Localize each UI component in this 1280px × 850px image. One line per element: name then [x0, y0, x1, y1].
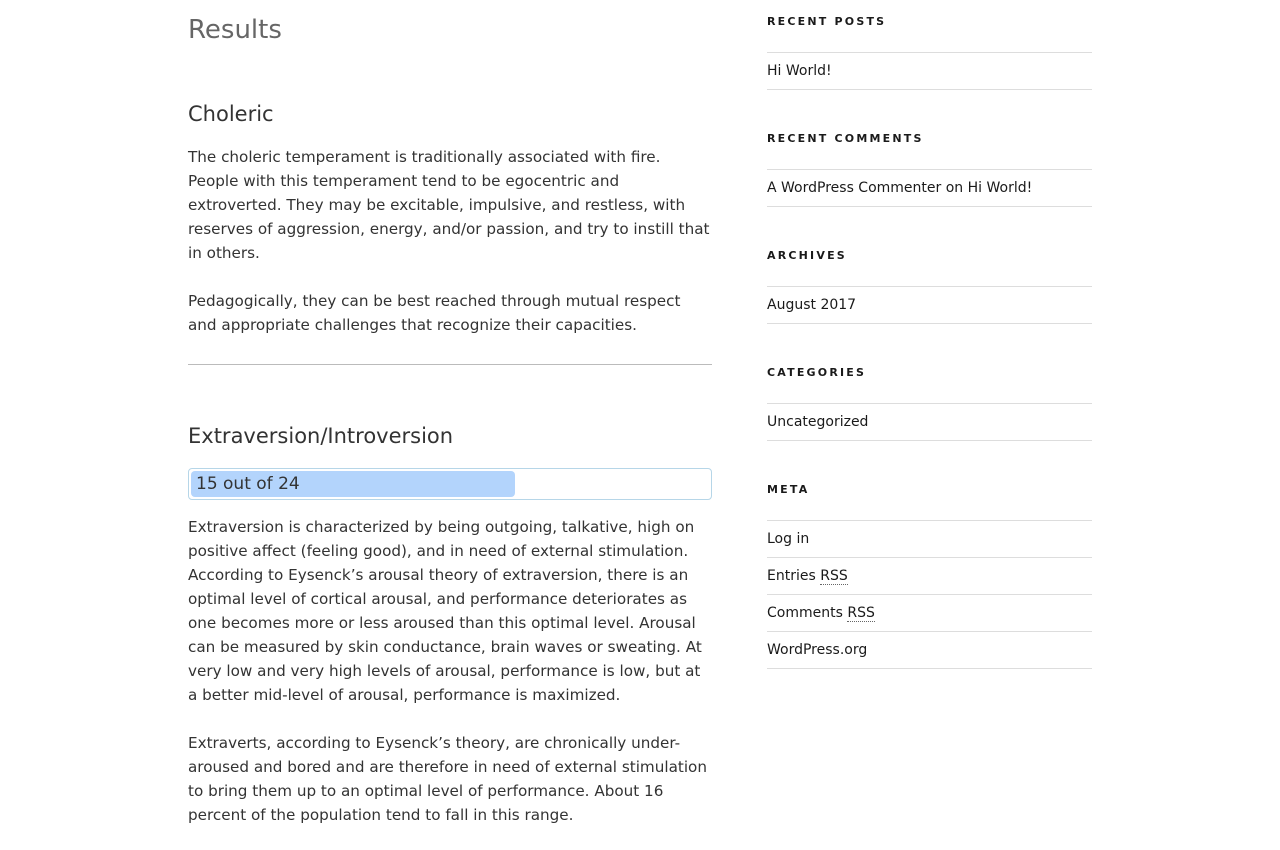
- recent-post-item[interactable]: [767, 53, 1092, 90]
- meta-item-wordpress[interactable]: [767, 632, 1092, 669]
- recent-post-link[interactable]: Hi World!: [767, 63, 832, 79]
- widget-title-recent-posts: RECENT POSTS: [767, 15, 887, 28]
- page-title: Results: [188, 15, 282, 45]
- comments-rss-link[interactable]: [767, 605, 875, 622]
- comment-post-link[interactable]: Hi World!: [967, 180, 1033, 196]
- entries-rss-link[interactable]: [767, 568, 848, 585]
- recent-comment-item: [767, 170, 1092, 207]
- wordpress-org-link[interactable]: WordPress.org: [767, 642, 868, 658]
- widget-title-archives: ARCHIVES: [767, 249, 847, 262]
- widget-title-recent-comments: RECENT COMMENTS: [767, 132, 924, 145]
- section-heading-choleric: Choleric: [188, 102, 274, 126]
- extraversion-progress-bar: [188, 468, 712, 500]
- choleric-paragraph-1: The choleric temperament is traditionally associated with fire. People with this temperament tend to be egocentric and extroverted. They may be excitable, impulsive, and restless, with reserves of aggression, energy, and/or passion, and try to instill that in others.: [188, 148, 710, 262]
- archive-link[interactable]: August 2017: [767, 297, 857, 313]
- rss-abbr: RSS: [847, 605, 875, 621]
- widget-title-categories: CATEGORIES: [767, 366, 867, 379]
- categories-list: [767, 403, 1092, 441]
- meta-item-comments-rss[interactable]: [767, 595, 1092, 632]
- progress-label: 15 out of 24: [196, 474, 300, 494]
- extraversion-paragraph-1: Extraversion is characterized by being outgoing, talkative, high on positive affect (feeling good), and in need of external stimulation. According to Eysenck’s arousal theory of extraversion, there is an optimal level of cortical arousal, and performance deteriorates as one becomes more or less aroused than this optimal level. Arousal can be measured by skin conductance, brain waves or sweating. At very low and very high levels of arousal, performance is low, but at a better mid-level of arousal, performance is maximized.: [188, 518, 702, 704]
- comments-label: Comments: [767, 605, 843, 621]
- archive-item[interactable]: [767, 287, 1092, 324]
- comment-connector: on: [945, 180, 964, 196]
- login-link[interactable]: Log in: [767, 531, 810, 547]
- meta-item-login[interactable]: [767, 521, 1092, 558]
- section-divider: [188, 364, 712, 365]
- comment-author-link[interactable]: A WordPress Commenter: [767, 180, 942, 196]
- meta-item-entries-rss[interactable]: [767, 558, 1092, 595]
- category-item[interactable]: [767, 404, 1092, 441]
- widget-title-meta: META: [767, 483, 810, 496]
- recent-comments-list: [767, 169, 1092, 207]
- archives-list: [767, 286, 1092, 324]
- choleric-paragraph-2: Pedagogically, they can be best reached through mutual respect and appropriate challenges that recognize their capacities.: [188, 292, 681, 334]
- extraversion-paragraph-2: Extraverts, according to Eysenck’s theory, are chronically under-aroused and bored and are therefore in need of external stimulation to bring them up to an optimal level of performance. About 16 percent of the population tend to fall in this range.: [188, 734, 707, 824]
- rss-abbr: RSS: [820, 568, 848, 584]
- meta-list: [767, 520, 1092, 669]
- recent-posts-list: [767, 52, 1092, 90]
- section-heading-extraversion: Extraversion/Introversion: [188, 424, 454, 448]
- entries-label: Entries: [767, 568, 816, 584]
- category-link[interactable]: Uncategorized: [767, 414, 869, 430]
